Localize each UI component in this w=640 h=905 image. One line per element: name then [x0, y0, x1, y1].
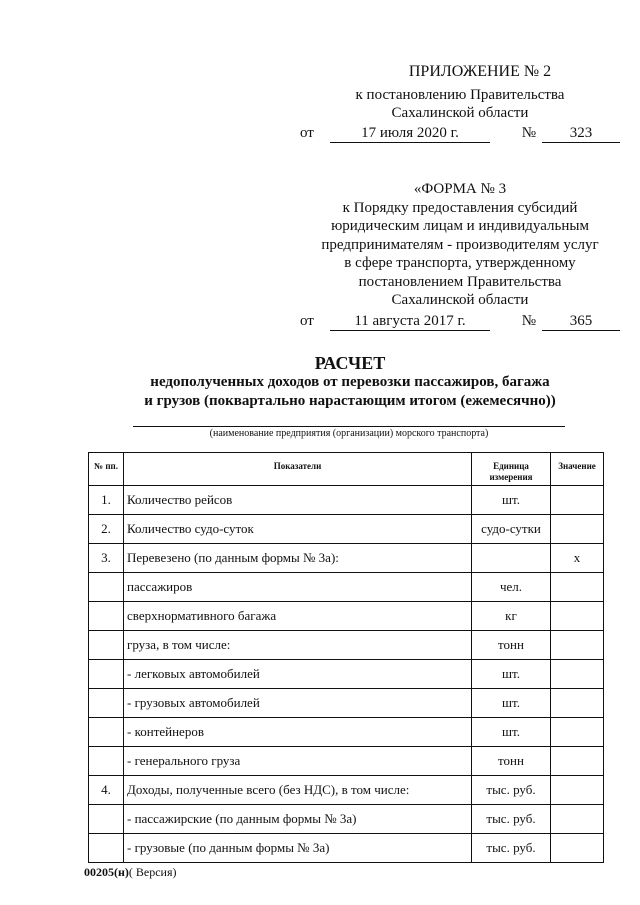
row-unit: тыс. руб.: [472, 776, 551, 805]
row-indicator: - пассажирские (по данным формы № 3а): [124, 805, 472, 834]
header-value: Значение: [551, 453, 604, 486]
form-date: 11 августа 2017 г.: [330, 312, 490, 331]
table-header-row: [89, 453, 604, 486]
table-row: [89, 631, 604, 660]
org-name-underline: [133, 426, 565, 427]
table-row: [89, 602, 604, 631]
row-value: [551, 834, 604, 863]
row-indicator: - контейнеров: [124, 718, 472, 747]
appendix-block: [300, 62, 620, 143]
row-unit: тыс. руб.: [472, 834, 551, 863]
row-value: [551, 486, 604, 515]
row-unit: шт.: [472, 689, 551, 718]
row-value: [551, 747, 604, 776]
form-reference-block: [300, 180, 620, 331]
row-value: х: [551, 544, 604, 573]
row-unit: тонн: [472, 631, 551, 660]
appendix-date: 17 июля 2020 г.: [330, 124, 490, 143]
row-value: [551, 515, 604, 544]
row-number: 4.: [89, 776, 124, 805]
table-row: [89, 515, 604, 544]
form-line: «ФОРМА № 3: [413, 181, 507, 197]
row-value: [551, 718, 604, 747]
form-line: предпринимателям - производителям услуг: [321, 236, 599, 253]
row-value: [551, 631, 604, 660]
table-row: [89, 689, 604, 718]
row-number: [89, 660, 124, 689]
row-unit: [472, 544, 551, 573]
table-row: [89, 486, 604, 515]
row-indicator: Количество судо-суток: [124, 515, 472, 544]
row-number: 3.: [89, 544, 124, 573]
row-unit: тыс. руб.: [472, 805, 551, 834]
row-number: [89, 718, 124, 747]
row-number: 2.: [89, 515, 124, 544]
row-indicator: Перевезено (по данным формы № 3а):: [124, 544, 472, 573]
appendix-region: Сахалинской области: [391, 105, 529, 121]
document-subtitle: [100, 373, 600, 411]
calculation-table: [88, 452, 604, 863]
form-number: 365: [542, 312, 620, 331]
row-number: [89, 631, 124, 660]
appendix-date-line: [300, 124, 620, 143]
header-unit: Единица измерения: [472, 453, 551, 486]
row-number: [89, 689, 124, 718]
table-row: [89, 544, 604, 573]
form-line: Сахалинской области: [391, 292, 529, 308]
table-row: [89, 834, 604, 863]
row-indicator: сверхнормативного багажа: [124, 602, 472, 631]
table-row: [89, 805, 604, 834]
row-unit: шт.: [472, 660, 551, 689]
form-line: в сфере транспорта, утвержденному: [344, 255, 576, 271]
row-unit: шт.: [472, 718, 551, 747]
row-indicator: пассажиров: [124, 573, 472, 602]
row-value: [551, 776, 604, 805]
row-indicator: Количество рейсов: [124, 486, 472, 515]
table-row: [89, 747, 604, 776]
row-value: [551, 602, 604, 631]
document-title: РАСЧЕТ: [314, 353, 386, 373]
table-row: [89, 660, 604, 689]
row-unit: шт.: [472, 486, 551, 515]
row-unit: кг: [472, 602, 551, 631]
header-no: № пп.: [89, 453, 124, 486]
row-value: [551, 660, 604, 689]
row-number: [89, 805, 124, 834]
footer-version: ( Версия): [128, 865, 177, 879]
row-number: [89, 834, 124, 863]
row-number: [89, 747, 124, 776]
row-indicator: - генерального груза: [124, 747, 472, 776]
form-line: юридическим лицам и индивидуальным: [331, 218, 589, 234]
row-unit: чел.: [472, 573, 551, 602]
form-line: постановлением Правительства: [358, 273, 562, 290]
appendix-number-label: №: [521, 125, 536, 141]
row-value: [551, 689, 604, 718]
appendix-date-label: от: [300, 125, 314, 141]
form-date-line: [300, 312, 620, 331]
table-row: [89, 573, 604, 602]
table-row: [89, 776, 604, 805]
row-number: [89, 573, 124, 602]
row-indicator: Доходы, полученные всего (без НДС), в том числе:: [124, 776, 472, 805]
appendix-title: ПРИЛОЖЕНИЕ № 2: [408, 63, 552, 80]
row-value: [551, 573, 604, 602]
form-number-label: №: [521, 312, 536, 329]
header-indicators: Показатели: [124, 453, 472, 486]
table-row: [89, 718, 604, 747]
row-indicator: груза, в том числе:: [124, 631, 472, 660]
subtitle-line-2: и грузов (поквартально нарастающим итогом (ежемесячно)): [144, 393, 556, 409]
appendix-to-line: к постановлению Правительства: [355, 87, 565, 103]
footer-code-number: 00205(н): [84, 865, 129, 879]
form-date-label: от: [300, 312, 314, 329]
row-number: [89, 602, 124, 631]
appendix-number: 323: [542, 124, 620, 143]
footer-code: [84, 865, 177, 880]
row-value: [551, 805, 604, 834]
row-unit: тонн: [472, 747, 551, 776]
row-indicator: - легковых автомобилей: [124, 660, 472, 689]
org-name-caption: (наименование предприятия (организации) морского транспорта): [209, 428, 489, 439]
form-line: к Порядку предоставления субсидий: [342, 199, 578, 216]
row-number: 1.: [89, 486, 124, 515]
row-indicator: - грузовые (по данным формы № 3а): [124, 834, 472, 863]
row-unit: судо-сутки: [472, 515, 551, 544]
row-indicator: - грузовых автомобилей: [124, 689, 472, 718]
subtitle-line-1: недополученных доходов от перевозки пассажиров, багажа: [150, 374, 550, 390]
